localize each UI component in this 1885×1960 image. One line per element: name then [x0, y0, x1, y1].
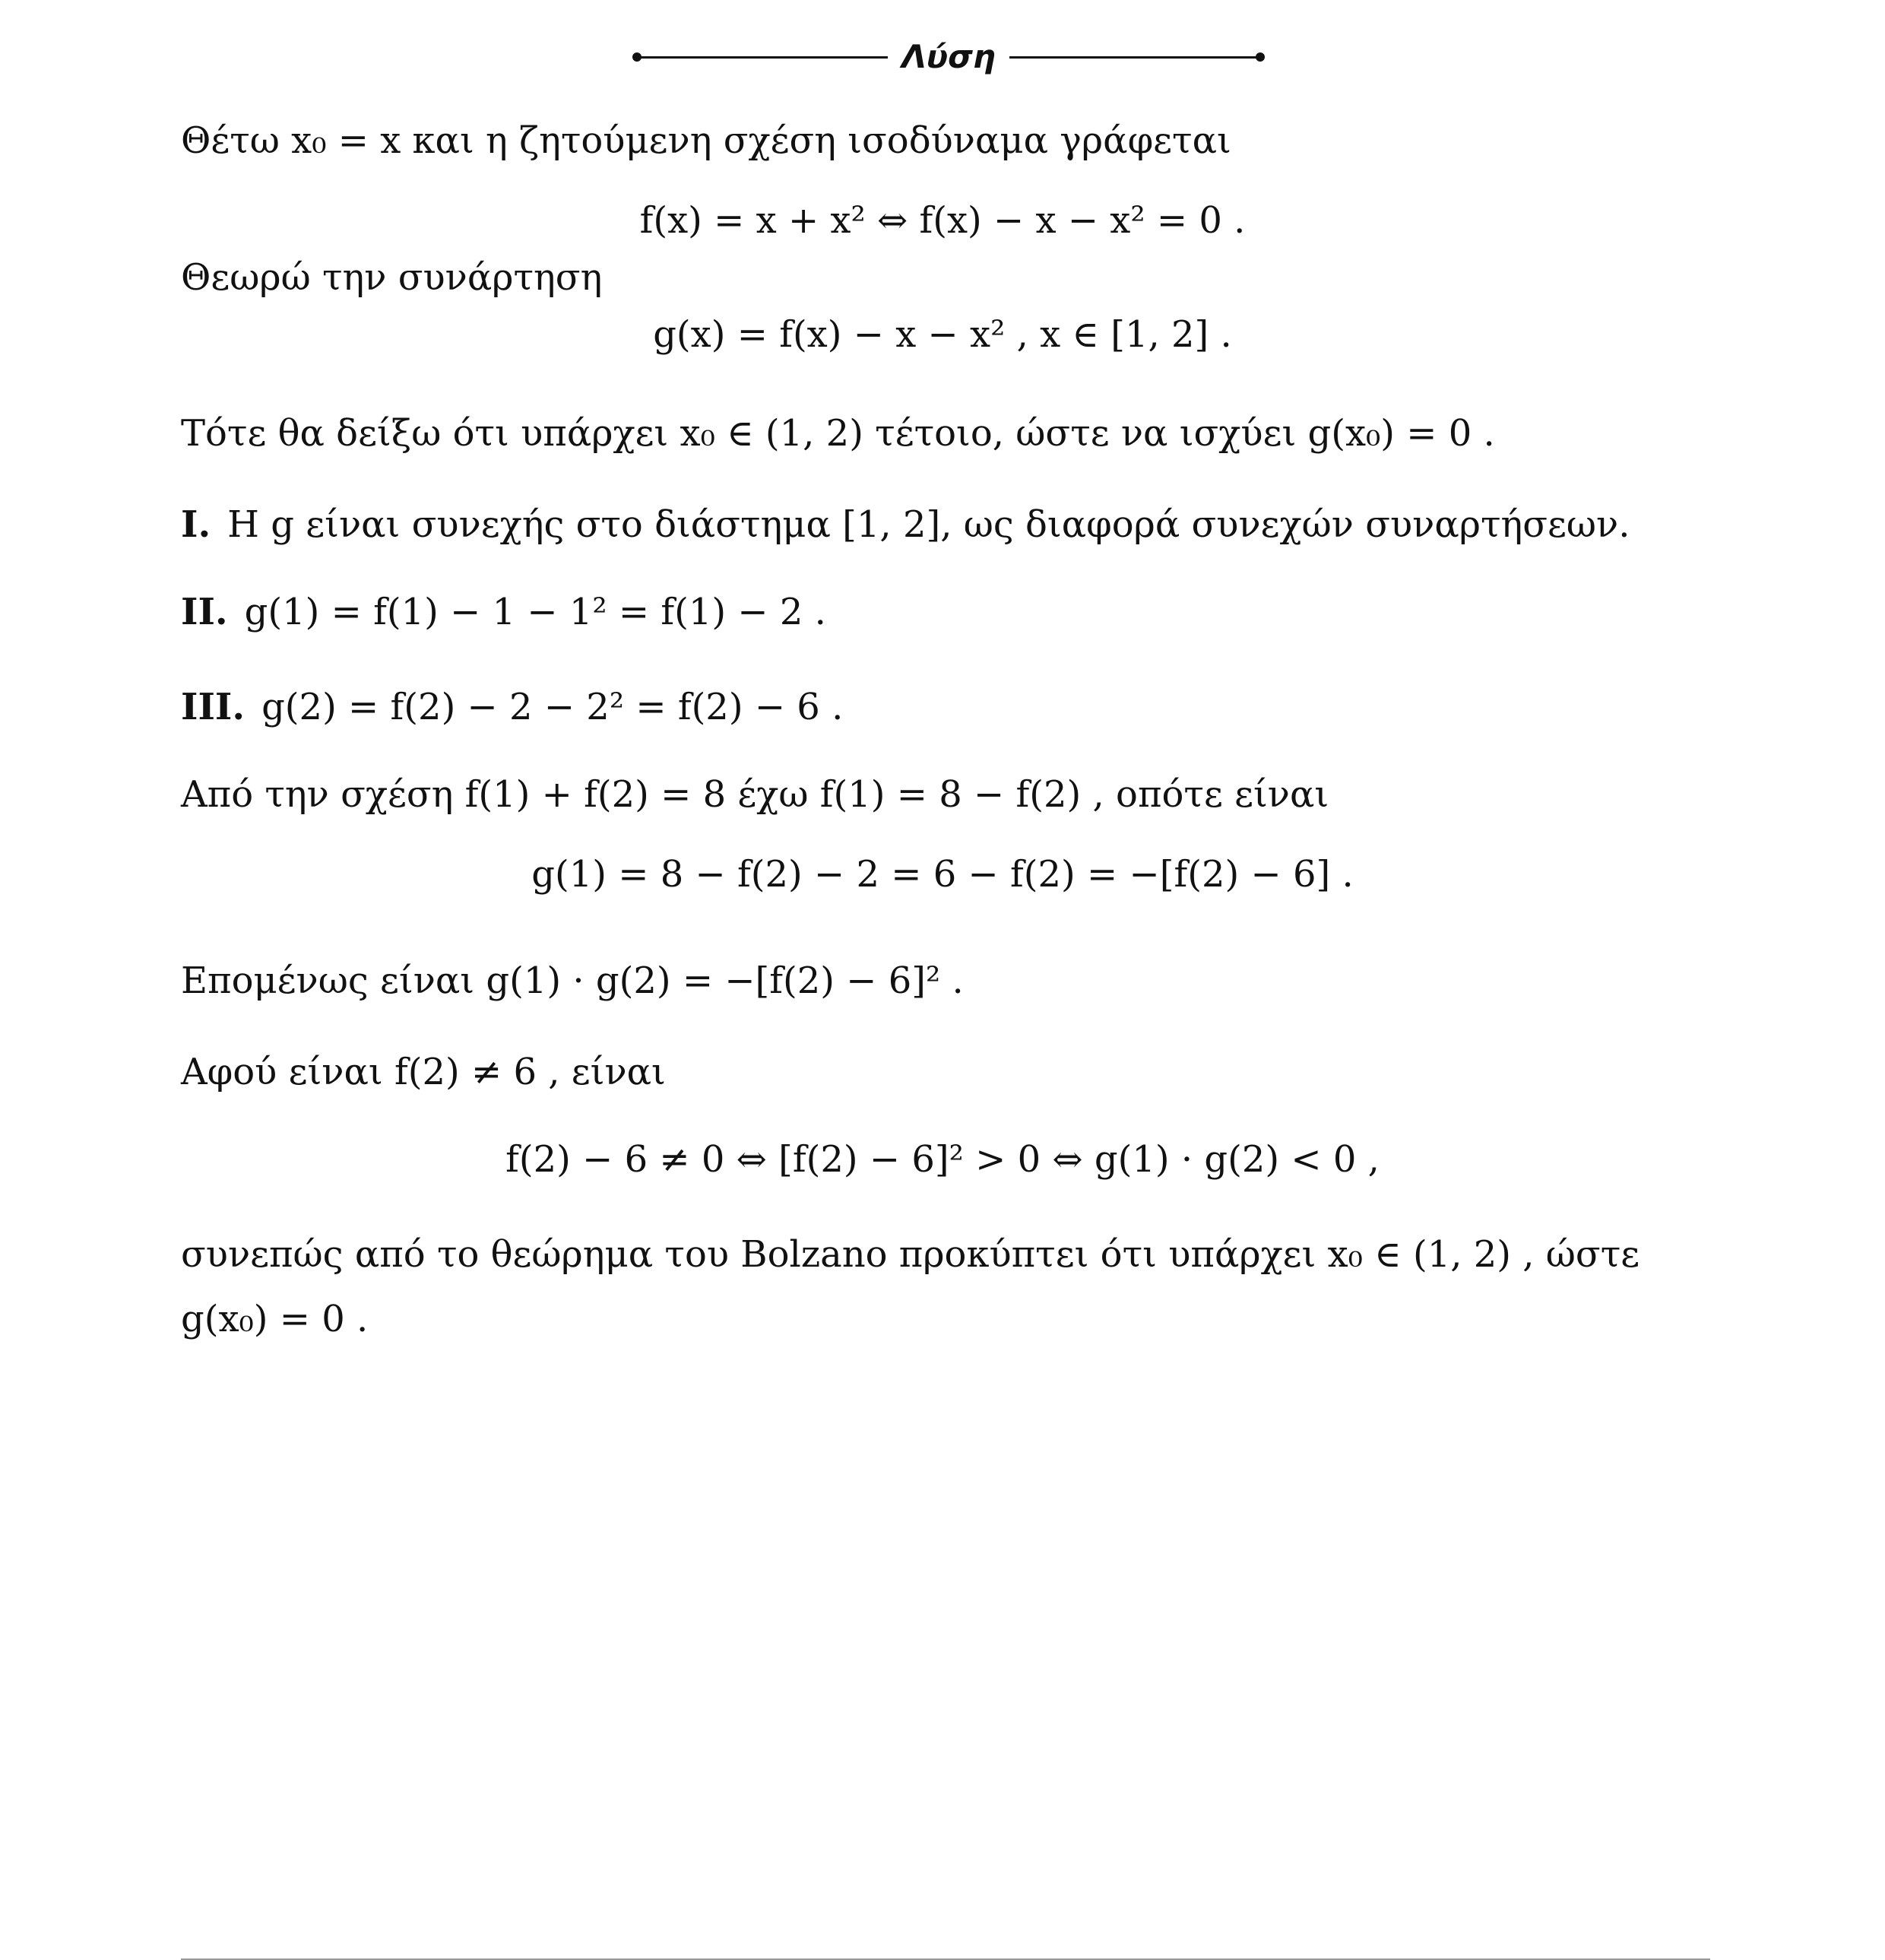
- equation-equivalence: f(x) = x + x² ⇔ f(x) − x − x² = 0 .: [639, 199, 1246, 242]
- consider-function-line: Θεωρώ την συνάρτηση: [181, 256, 603, 299]
- step-iii-label: III.: [181, 686, 246, 728]
- equation-g-definition: g(x) = f(x) − x − x² , x ∈ [1, 2] .: [653, 313, 1232, 356]
- step-i-label: I.: [181, 503, 211, 546]
- equation-g1: g(1) = 8 − f(2) − 2 = 6 − f(2) = −[f(2) − 6] .: [531, 853, 1354, 896]
- header-rule-right-dot: [1256, 52, 1265, 62]
- relation-line: Από την σχέση f(1) + f(2) = 8 έχω f(1) = 8 − f(2) , οπότε είναι: [181, 773, 1329, 816]
- step-ii-text: g(1) = f(1) − 1 − 1² = f(1) − 2 .: [244, 591, 826, 633]
- solution-title: Λύση: [901, 38, 996, 75]
- step-ii-label: II.: [181, 591, 228, 633]
- goal-line: Τότε θα δείξω ότι υπάρχει x₀ ∈ (1, 2) τέτοιο, ώστε να ισχύει g(x₀) = 0 .: [181, 412, 1495, 455]
- product-line: Επομένως είναι g(1) · g(2) = −[f(2) − 6]² .: [181, 959, 964, 1002]
- bolzano-line: συνεπώς από το θεώρημα του Bolzano προκύπτει ότι υπάρχει x₀ ∈ (1, 2) , ώστε: [181, 1233, 1640, 1276]
- intro-line: Θέτω x₀ = x και η ζητούμενη σχέση ισοδύναμα γράφεται: [181, 119, 1231, 162]
- step-iii-text: g(2) = f(2) − 2 − 2² = f(2) − 6 .: [261, 686, 844, 728]
- equation-sign: f(2) − 6 ≠ 0 ⇔ [f(2) − 6]² > 0 ⇔ g(1) · g(2) < 0 ,: [505, 1138, 1380, 1181]
- conclusion-line: g(x₀) = 0 .: [181, 1298, 369, 1340]
- header-rule-right: [1009, 56, 1260, 59]
- solution-header: [0, 30, 1885, 84]
- condition-line: Αφού είναι f(2) ≠ 6 , είναι: [181, 1051, 666, 1093]
- header-rule-left: [637, 56, 888, 59]
- step-i-text: Η g είναι συνεχής στο διάστημα [1, 2], ως διαφορά συνεχών συναρτήσεων.: [227, 503, 1630, 546]
- step-i: [181, 498, 1630, 551]
- step-ii: [181, 585, 826, 639]
- step-iii: [181, 680, 843, 734]
